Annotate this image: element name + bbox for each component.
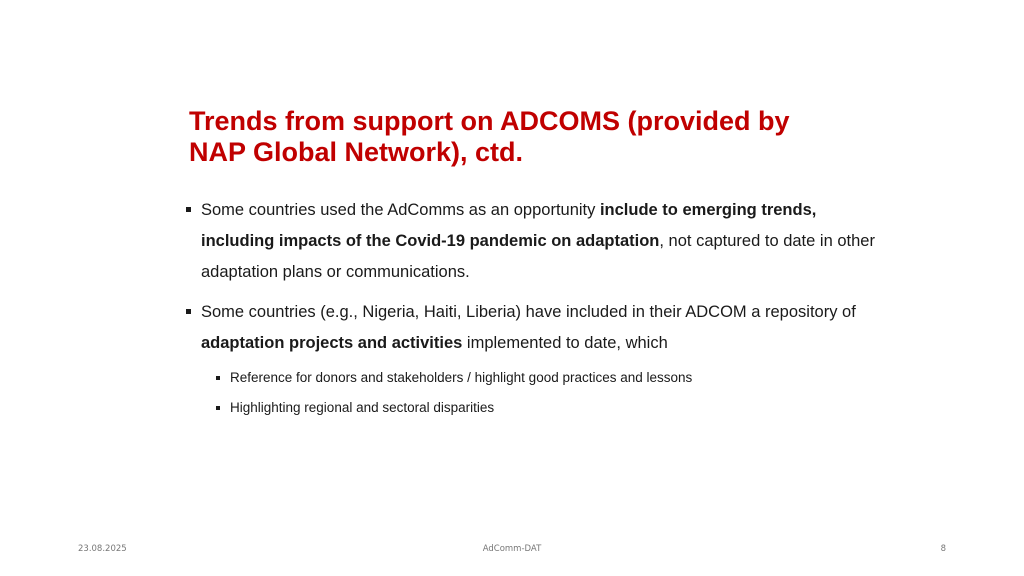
sub-bullet-2-text: Highlighting regional and sectoral disparities: [230, 400, 495, 415]
square-bullet-icon: [186, 207, 191, 212]
bullet-2-emphasis: adaptation projects and activities: [201, 334, 463, 352]
slide-title: [189, 106, 889, 168]
footer-title: AdComm-DAT: [482, 544, 542, 554]
bullet-item-1: [186, 195, 876, 288]
bullet-item-2: [186, 297, 876, 359]
bullet-1-text: Some countries used the AdComms as an opportunity: [201, 201, 600, 219]
slide-title-line-1: Trends from support on ADCOMS (provided by: [189, 106, 790, 136]
bullet-1-text-end: , not captured to date in other adaptation plans or communications.: [201, 232, 875, 281]
bullet-list: [186, 195, 876, 428]
bullet-2-text-end: implemented to date, which: [462, 334, 668, 352]
sub-bullet-item-1: [186, 368, 876, 388]
footer-date: 23.08.2025: [78, 544, 127, 554]
square-bullet-icon: [186, 309, 191, 314]
footer-page-number: 8: [940, 544, 946, 554]
square-bullet-icon: [216, 376, 220, 380]
bullet-2-text: Some countries (e.g., Nigeria, Haiti, Liberia) have included in their ADCOM a repository of: [201, 303, 856, 321]
sub-bullet-1-text: Reference for donors and stakeholders / highlight good practices and lessons: [230, 370, 693, 385]
square-bullet-icon: [216, 406, 220, 410]
sub-bullet-item-2: [186, 398, 876, 418]
slide-title-line-2: NAP Global Network), ctd.: [189, 137, 524, 167]
bullet-1-emphasis: include to emerging trends, including impacts of the Covid-19 pandemic on adaptation: [201, 201, 817, 250]
